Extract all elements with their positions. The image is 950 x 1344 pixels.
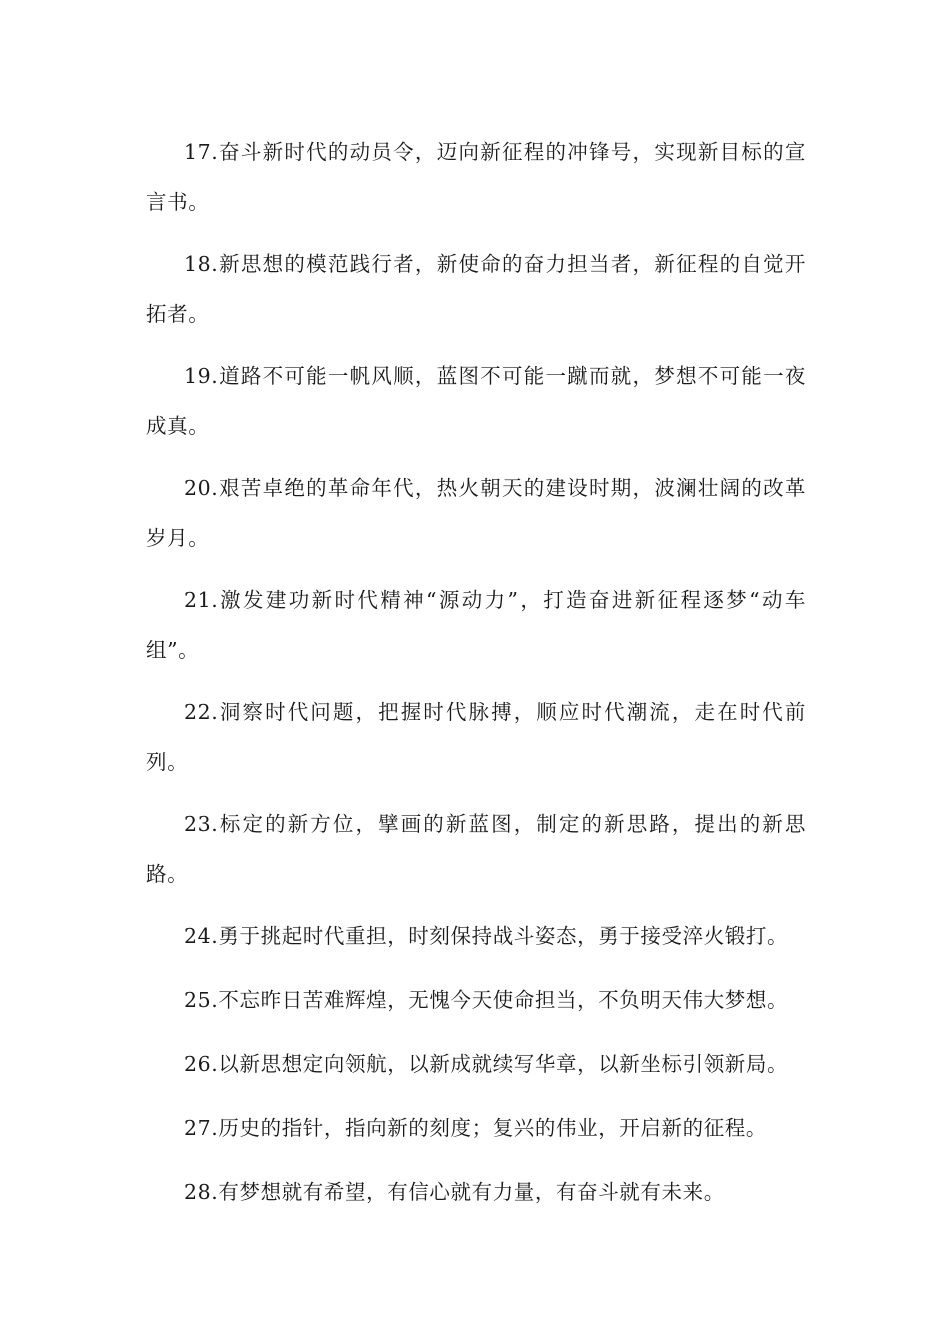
paragraph-19: 19.道路不可能一帆风顺，蓝图不可能一蹴而就，梦想不可能一夜成真。	[146, 364, 806, 438]
paragraph-20: 20.艰苦卓绝的革命年代，热火朝天的建设时期，波澜壮阔的改革岁月。	[146, 476, 806, 550]
paragraph-24: 24.勇于挑起时代重担，时刻保持战斗姿态，勇于接受淬火锻打。	[184, 924, 789, 948]
paragraph-23: 23.标定的新方位，擘画的新蓝图，制定的新思路，提出的新思路。	[146, 812, 806, 886]
paragraph-28: 28.有梦想就有希望，有信心就有力量，有奋斗就有未来。	[184, 1180, 725, 1204]
paragraph-18: 18.新思想的模范践行者，新使命的奋力担当者，新征程的自觉开拓者。	[146, 252, 806, 326]
paragraph-26: 26.以新思想定向领航，以新成就续写华章，以新坐标引领新局。	[184, 1052, 789, 1076]
paragraph-27: 27.历史的指针，指向新的刻度；复兴的伟业，开启新的征程。	[184, 1116, 767, 1140]
paragraph-17: 17.奋斗新时代的动员令，迈向新征程的冲锋号，实现新目标的宣言书。	[146, 140, 806, 214]
paragraph-22: 22.洞察时代问题，把握时代脉搏，顺应时代潮流，走在时代前列。	[146, 700, 806, 774]
paragraph-25: 25.不忘昨日苦难辉煌，无愧今天使命担当，不负明天伟大梦想。	[184, 988, 789, 1012]
document-body	[146, 127, 806, 1231]
paragraph-21: 21.激发建功新时代精神“源动力”，打造奋进新征程逐梦“动车组”。	[146, 588, 806, 662]
